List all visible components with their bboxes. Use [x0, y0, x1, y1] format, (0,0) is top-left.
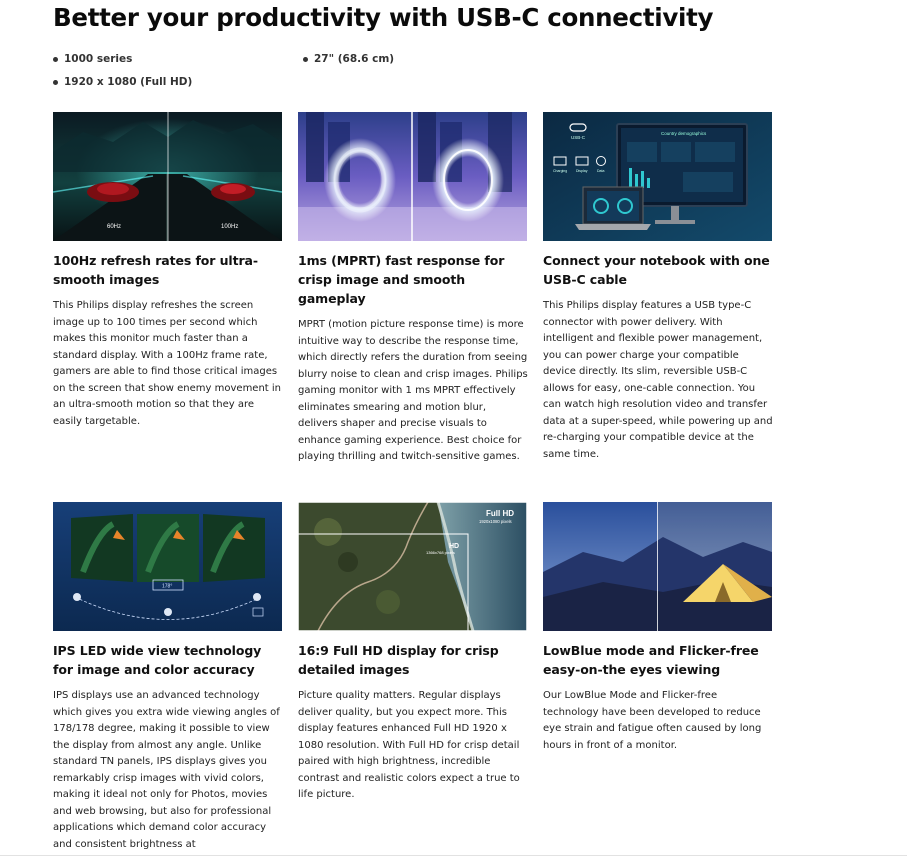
- page-title: Better your productivity with USB-C connectivity: [53, 3, 714, 32]
- label-60hz: 60Hz: [107, 224, 122, 230]
- feature-title: 16:9 Full HD display for crisp detailed images: [298, 643, 499, 677]
- label-usb-c: USB-C: [571, 135, 586, 140]
- feature-image-lowblue: [543, 502, 772, 631]
- spec-series: [53, 53, 132, 65]
- feature-card-full-hd: [298, 502, 528, 804]
- bullet-icon: [53, 57, 58, 62]
- usb-c-monitor-notebook-image: [543, 112, 772, 241]
- bottom-divider: [0, 855, 907, 856]
- bullet-icon: [53, 80, 58, 85]
- label-charging: Charging: [553, 169, 568, 173]
- label-1920x1080: 1920x1080 pixels: [479, 519, 512, 524]
- viewer-icon: [164, 608, 172, 616]
- feature-description: Picture quality matters. Regular displays deliver quality, but you expect more. This display features enhanced Full HD 1920 x 1080 resolution. With Full HD for crisp detail paired with high brightness, incredible contrast and realistic colors expect a true to life picture.: [298, 690, 520, 800]
- feature-image-mprt: [298, 112, 527, 241]
- feature-card-lowblue: [543, 502, 773, 754]
- label-display: Display: [576, 169, 588, 173]
- feature-image-ips: [53, 502, 282, 631]
- feature-image-usb-c: [543, 112, 772, 241]
- motion-vortex-image: [298, 112, 527, 241]
- feature-description: This Philips display features a USB type-C connector with power delivery. With intelligent and flexible power management, you can power charge your compatible device directly. Its slim, reversible USB-C allows for easy, one-cable connection. You can watch high resolution video and transfer data at a super-speed, while powering up and re-charging your compatible device at the same time.: [543, 300, 773, 460]
- label-1366x768: 1366x768 pixels: [426, 550, 455, 555]
- label-data: Data: [597, 169, 605, 173]
- feature-title: Connect your notebook with one USB-C cable: [543, 253, 770, 287]
- spec-label: 27" (68.6 cm): [314, 53, 395, 65]
- feature-description: This Philips display refreshes the screen image up to 100 times per second which makes this monitor much faster than a standard display. With a 100Hz frame rate, gamers are able to find those critical images on the screen that show enemy movement in an ultra-smooth motion so that they are easily targetable.: [53, 300, 282, 427]
- feature-description: MPRT (motion picture response time) is more intuitive way to describe the response time, which directly refers the duration from seeing blurry noise to clean and crisp images. Philips gaming monitor with 1 ms MPRT effectively eliminates smearing and motion blur, delivers shaper and precise visuals to enhance gaming experience. Best choice for playing thrilling and twitch-sensitive games.: [298, 319, 528, 462]
- racing-car-image: [53, 112, 282, 241]
- viewer-icon: [73, 593, 81, 601]
- full-hd-aerial-image: [298, 502, 527, 631]
- feature-card-usb-c: [543, 112, 773, 463]
- spec-label: 1000 series: [64, 53, 133, 65]
- label-country-demographics: Country demographics: [661, 131, 707, 136]
- label-full-hd: Full HD: [486, 509, 514, 518]
- spec-size: [303, 53, 394, 65]
- label-178-degree: 178°: [162, 583, 173, 590]
- feature-image-full-hd: [298, 502, 527, 631]
- feature-card-ips: [53, 502, 283, 853]
- spec-label: 1920 x 1080 (Full HD): [64, 76, 193, 88]
- feature-title: 100Hz refresh rates for ultra-smooth images: [53, 253, 258, 287]
- label-100hz: 100Hz: [221, 224, 239, 230]
- feature-image-refresh-rate: [53, 112, 282, 241]
- spec-resolution: [53, 76, 192, 88]
- feature-title: IPS LED wide view technology for image and color accuracy: [53, 643, 262, 677]
- bullet-icon: [303, 57, 308, 62]
- feature-card-mprt: [298, 112, 528, 466]
- viewer-icon: [253, 593, 261, 601]
- feature-title: 1ms (MPRT) fast response for crisp image and smooth gameplay: [298, 253, 505, 306]
- feature-description: IPS displays use an advanced technology which gives you extra wide viewing angles of 178/178 degree, making it possible to view the display from almost any angle. Unlike standard TN panels, IPS displays gives you remarkably crisp images with vivid colors, making it ideal not only for Photos, movies and web browsing, but also for professional applications which demand color accuracy and consistent brightness at: [53, 690, 280, 850]
- ips-wide-view-image: [53, 502, 282, 631]
- label-hd: HD: [449, 543, 460, 550]
- feature-title: LowBlue mode and Flicker-free easy-on-the eyes viewing: [543, 643, 759, 677]
- lowblue-tent-image: [543, 502, 772, 631]
- feature-description: Our LowBlue Mode and Flicker-free technology have been developed to reduce eye strain and fatigue often caused by long hours in front of a monitor.: [543, 690, 762, 751]
- feature-card-refresh-rate: [53, 112, 283, 430]
